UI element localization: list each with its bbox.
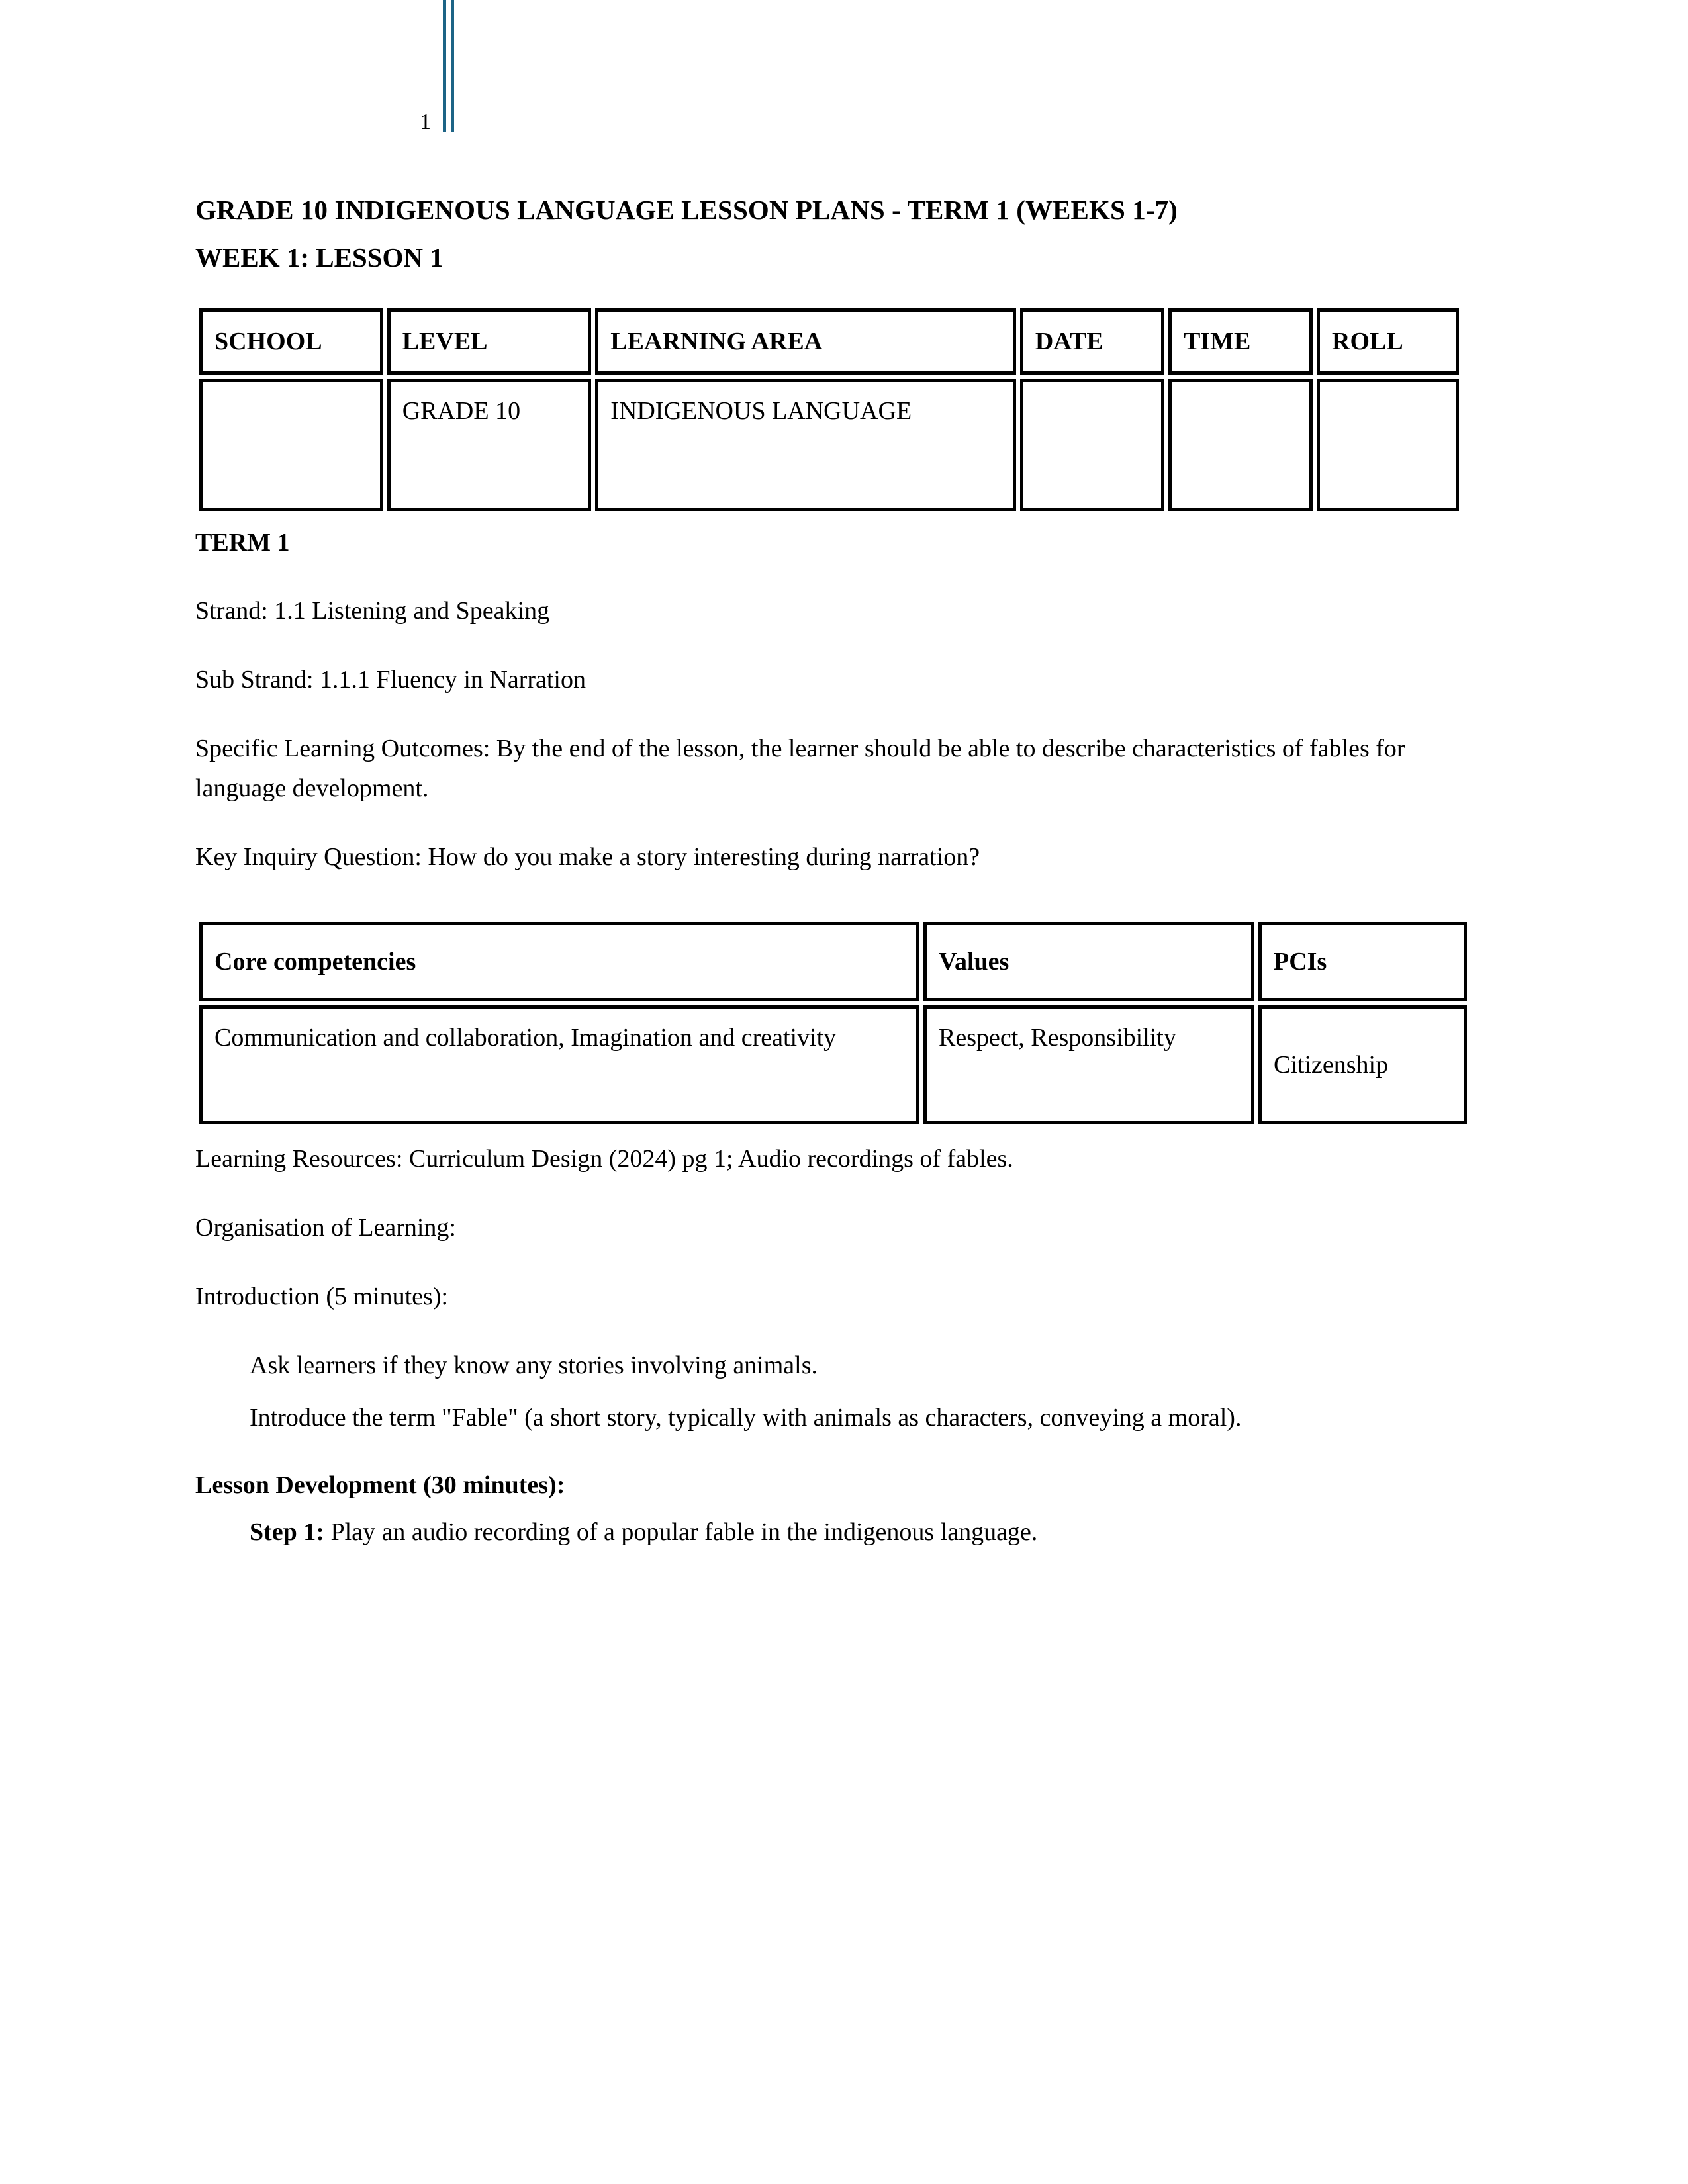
specific-learning-outcomes: Specific Learning Outcomes: By the end of the lesson, the learner should be able to describe characteristics of fables for language development. [195, 735, 1405, 803]
page-header [0, 0, 1688, 152]
cell-time [1168, 379, 1313, 511]
cell-level: GRADE 10 [387, 379, 592, 511]
cell-values: Respect, Responsibility [923, 1005, 1254, 1124]
list-item [195, 1512, 1466, 1552]
term-label: TERM 1 [195, 529, 290, 557]
table-header-row [199, 308, 1459, 375]
introduction-list [195, 1345, 1466, 1437]
column-header-time: TIME [1168, 308, 1313, 375]
column-header-school: SCHOOL [199, 308, 383, 375]
cell-date [1020, 379, 1164, 511]
cell-school [199, 379, 383, 511]
lesson-info-table [195, 304, 1463, 515]
list-item: Introduce the term "Fable" (a short story, typically with animals as characters, conveying a moral). [250, 1403, 1242, 1432]
page-number: 1 [420, 110, 431, 134]
column-header-level: LEVEL [387, 308, 592, 375]
column-header-pcis: PCIs [1258, 922, 1467, 1001]
column-header-learning-area: LEARNING AREA [595, 308, 1016, 375]
lesson-development-heading: Lesson Development (30 minutes): [195, 1471, 565, 1499]
column-header-date: DATE [1020, 308, 1164, 375]
header-accent-rule [443, 0, 454, 132]
learning-resources-line: Learning Resources: Curriculum Design (2024) pg 1; Audio recordings of fables. [195, 1145, 1013, 1173]
table-row [199, 1005, 1467, 1124]
step-text: Play an audio recording of a popular fable in the indigenous language. [324, 1518, 1038, 1546]
list-item: Ask learners if they know any stories involving animals. [250, 1351, 818, 1380]
key-inquiry-question: Key Inquiry Question: How do you make a story interesting during narration? [195, 843, 980, 872]
cell-roll [1317, 379, 1459, 511]
cell-learning-area: INDIGENOUS LANGUAGE [595, 379, 1016, 511]
competencies-table [195, 918, 1471, 1128]
sub-strand-line: Sub Strand: 1.1.1 Fluency in Narration [195, 666, 586, 694]
cell-pcis: Citizenship [1258, 1005, 1467, 1124]
column-header-core-competencies: Core competencies [199, 922, 919, 1001]
table-header-row [199, 922, 1467, 1001]
strand-line: Strand: 1.1 Listening and Speaking [195, 597, 550, 625]
organisation-of-learning-label: Organisation of Learning: [195, 1214, 456, 1242]
column-header-values: Values [923, 922, 1254, 1001]
step-label: Step 1: [250, 1518, 324, 1546]
introduction-heading: Introduction (5 minutes): [195, 1283, 449, 1311]
lesson-development-steps [195, 1512, 1466, 1552]
week-lesson-subtitle: WEEK 1: LESSON 1 [195, 242, 444, 273]
column-header-roll: ROLL [1317, 308, 1459, 375]
document-content [195, 192, 1466, 1552]
table-row [199, 379, 1459, 511]
cell-core-competencies: Communication and collaboration, Imagination and creativity [199, 1005, 919, 1124]
page-title: GRADE 10 INDIGENOUS LANGUAGE LESSON PLANS - TERM 1 (WEEKS 1-7) [195, 195, 1178, 225]
